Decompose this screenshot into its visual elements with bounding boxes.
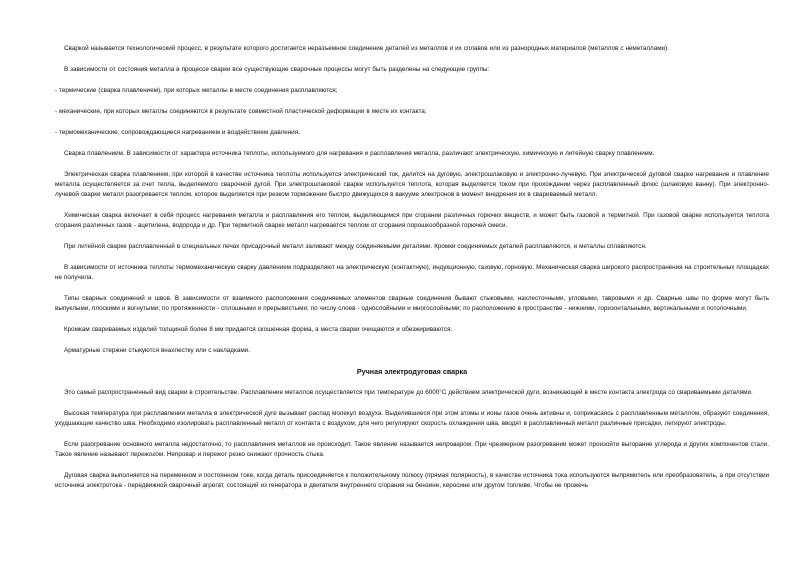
paragraph-thermomechanical-welding: В зависимости от источника теплоты термомеханическую сварку давлением подразделяют на электрическую (контактную), индукционную, газовую, горновую. Механическая сварка широкого распространения на строительных площадках не получила.: [55, 264, 769, 281]
paragraph-arc-current: Дуговая сварка выполняется на переменном и постоянном токе, когда деталь присоединяется к положительному полюсу (прямая полярность), в качестве источника тока используются выпрямитель или преобразователь, а при отсутствии источника электротока - передвижной сварочный агрегат, состоящий из генератора и двигателя внутреннего сгорания на бензине, керосине или другом топливе. Чтобы не прожечь: [55, 472, 769, 489]
paragraph-casting-welding: При литейной сварке расплавленный в специальных печах присадочный металл заливают между соединяемыми деталями. Кромки соединяемых деталей расплавляются, и металлы сплавляются.: [64, 243, 647, 250]
paragraph-fusion-welding: Сварка плавлением. В зависимости от характера источника теплоты, используемого для нагревания и расплавления металла, различают электрическую, химическую и литейную сварку плавлением.: [64, 150, 655, 157]
paragraph-manual-arc-intro: Это самый распространенный вид сварки в строительстве. Расплавление металлов осуществляется при температуре до 6000°С действием электрической дуги, возникающей в месте контакта электрода со свариваемыми деталями.: [64, 389, 753, 396]
section-heading: Ручная электродуговая сварка: [356, 367, 468, 376]
paragraph-electric-welding: Электрическая сварка плавлением, при которой в качестве источника теплоты используется электрический ток, делится на дуговую, электрошлаковую и электронно-лучевую. При электрической дуговой сварке нагревание и плавление металла осуществляется за счет тепла, выделяемого сварочной дугой. При электрошлаковой сварке используется теплота, которая выделяется током при прохождении через расплавленный флюс (шлаковую ванну). При электронно-лучевой сварке металл разогревается теплом, которое выделяется при резком торможении быстро движущихся в вакууме электронов в момент внедрения их в свариваемый металл.: [55, 171, 769, 198]
term-burn: пережогом: [130, 451, 164, 458]
paragraph-chemical-welding: Химическая сварка включает в себя процесс нагревания металла и расплавления его теплом, выделяющимся при сгорании различных горючих веществ, и может быть газовой и термитной. При газовой сварке используется теплота сгорания различных газов - ацетилена, водорода и др. При термитной сварке металл нагревается теплом от сгорания порошкообразной горючей смеси.: [55, 212, 769, 229]
paragraph-edges: Кромкам свариваемых изделий толщиной более 8 мм придается скошенная форма, а места сварки очищаются и обезжириваются.: [64, 326, 453, 333]
paragraph-lack-of-fusion: [55, 440, 769, 460]
list-item-thermomechanical: - термомеханические, сопровождающиеся нагреванием и воздействием давления.: [55, 129, 300, 136]
paragraph-welding-groups: В зависимости от состояния металла в процессе сварки все существующие сварочные процессы могут быть разделены на следующие группы:: [64, 66, 490, 73]
text-segment: . При чрезмерном разогревании может произойти выгорание углерода и других компонентов стали. Такое явление называют: [55, 441, 769, 458]
text-segment: . Непровар и пережог резко снижают прочность стыка.: [163, 451, 325, 458]
paragraph-joint-types: Типы сварных соединений и швов. В зависимости от взаимного расположения соединяемых элементов сварные соединения бывают стыковыми, нахлесточными, угловыми, тавровыми и др. Сварные швы по форме могут быть выпуклыми, плоскими и вогнутыми; по протяженности - сплошными и прерывистыми; по числу слоев - однослойными и многослойными; по расположению в пространстве - нижними, горизонтальными, вертикальными и потолочными.: [55, 295, 769, 312]
paragraph-high-temperature: Высокая температура при расплавлении металла в электрической дуге вызывает распад молекул воздуха. Выделившиеся при этом атомы и ионы газов очень активны и, соприкасаясь с расплавленным металлом, образуют соединения, ухудшающие качество шва. Необходимо изолировать расплавленный металл от контакта с воздухом, для чего регулируют скорость охлаждения шва, вводят в расплавленный металл различные присадки, легируют электроды.: [55, 410, 769, 427]
paragraph-rebar: Арматурные стержни стыкуются внахлестку или с накладками.: [64, 347, 250, 354]
list-item-thermal: - термические (сварка плавлением), при которых металлы в месте соединения расплавляются;: [55, 87, 338, 94]
term-lack-of-fusion: непроваром: [435, 441, 472, 448]
paragraph-welding-definition: Сваркой называется технологический процесс, в результате которого достигается неразъемное соединение деталей из металлов и их сплавов или из разнородных материалов (металлов с неметаллами).: [64, 45, 669, 52]
text-segment: Если разогревание основного металла недостаточно, то расплавления металлов не происходит. Такое явление называется: [64, 441, 436, 448]
list-item-mechanical: - механические, при которых металлы соединяются в результате совместной пластической деформации в месте их контакта;: [55, 108, 427, 115]
